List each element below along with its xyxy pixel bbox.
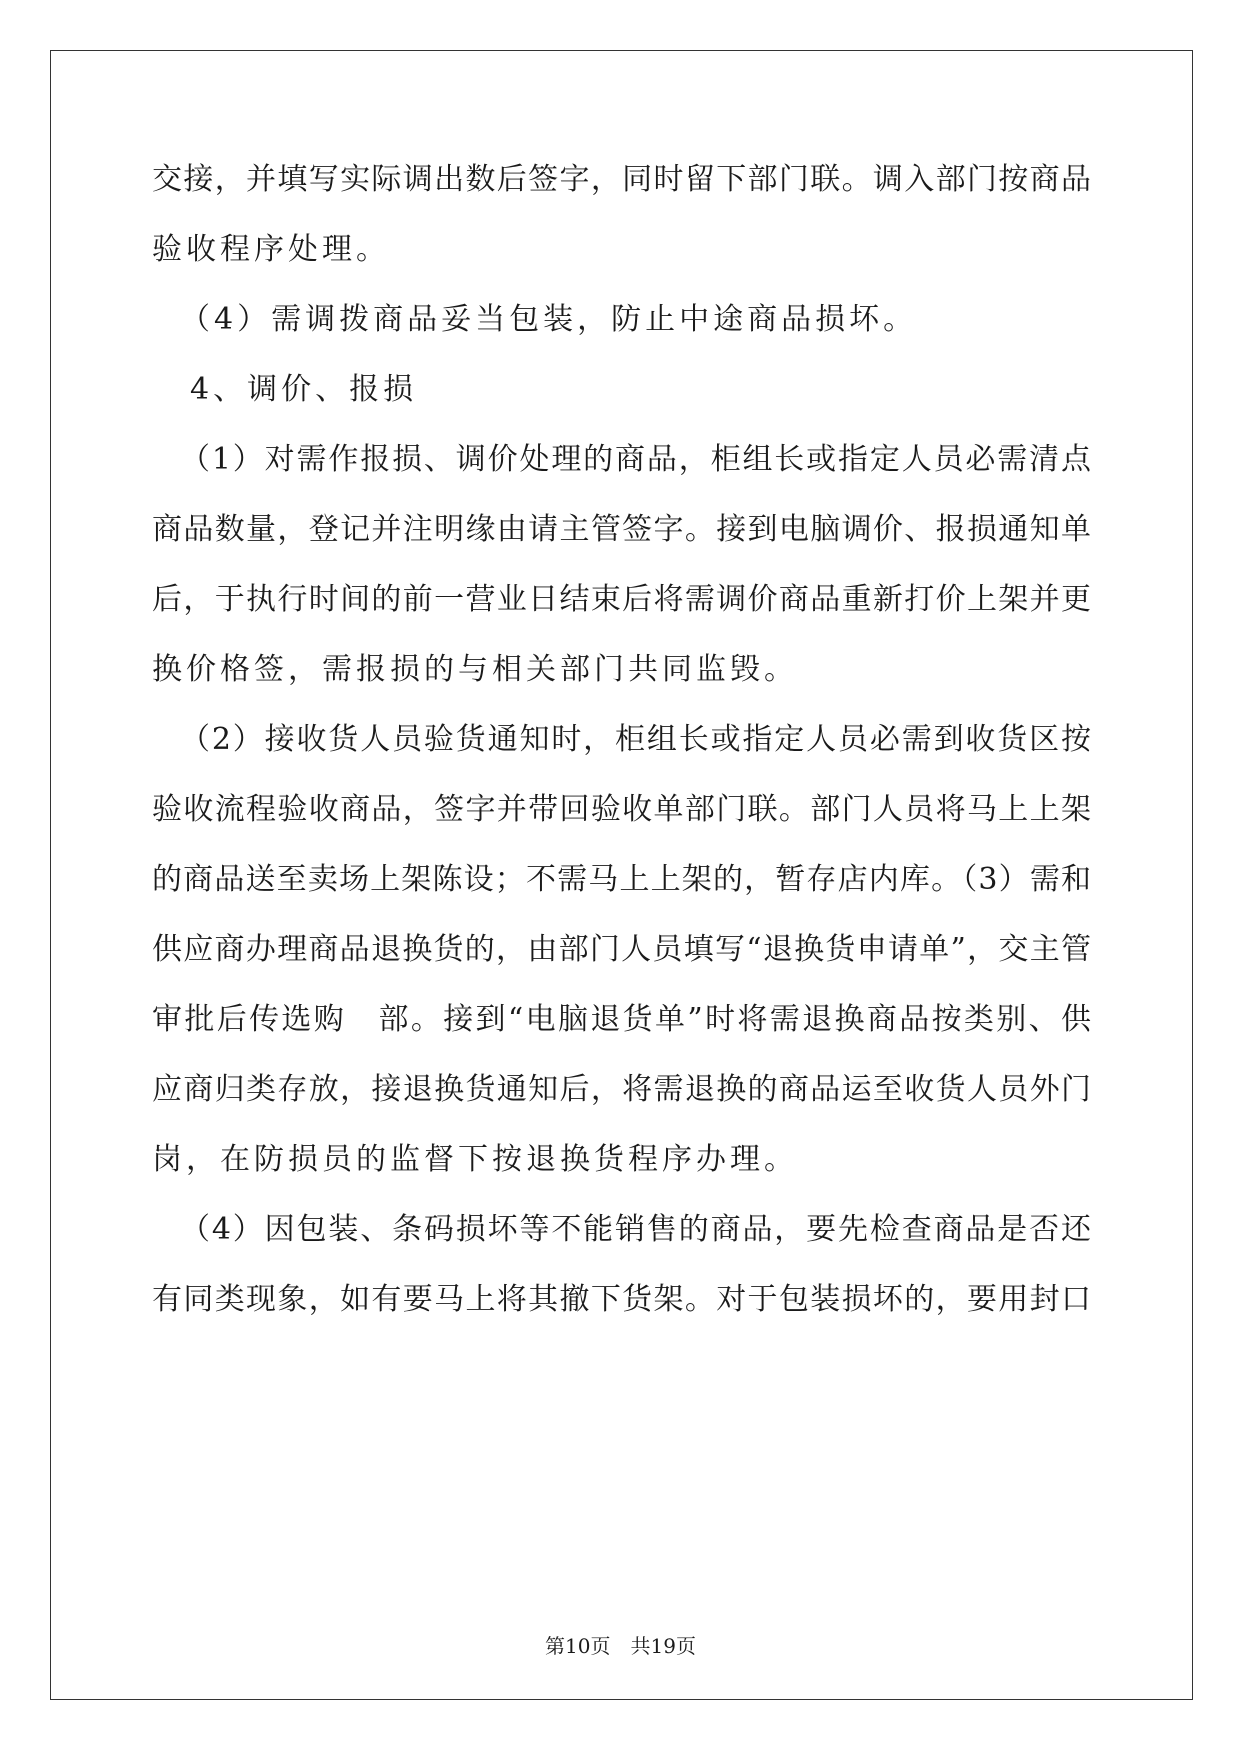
list-item: （4）需调拨商品妥当包装，防止中途商品损坏。 <box>180 302 918 337</box>
text-line: 后，于执行时间的前一营业日结束后将需调价商品重新打价上架并更 <box>152 582 1092 617</box>
page-number-footer: 第10页 共19页 <box>545 1634 696 1658</box>
text-line: 商品数量，登记并注明缘由请主管签字。接到电脑调价、报损通知单 <box>152 512 1092 547</box>
text-line: 岗，在防损员的监督下按退换货程序办理。 <box>152 1142 798 1177</box>
paragraph-start: （4）因包装、条码损坏等不能销售的商品，要先检查商品是否还 <box>180 1212 1092 1247</box>
section-heading: 4、调价、报损 <box>190 372 418 407</box>
text-line: 供应商办理商品退换货的，由部门人员填写“退换货申请单”，交主管 <box>152 932 1092 967</box>
text-line: 交接，并填写实际调出数后签字，同时留下部门联。调入部门按商品 <box>152 162 1092 197</box>
text-line: 审批后传选购 部。接到“电脑退货单”时将需退换商品按类别、供 <box>152 1002 1092 1037</box>
text-line: 的商品送至卖场上架陈设；不需马上上架的，暂存店内库。（3）需和 <box>152 862 1092 897</box>
paragraph-start: （1）对需作报损、调价处理的商品，柜组长或指定人员必需清点 <box>180 442 1092 477</box>
text-line: 有同类现象，如有要马上将其撤下货架。对于包装损坏的，要用封口 <box>152 1282 1092 1317</box>
text-line: 换价格签，需报损的与相关部门共同监毁。 <box>152 652 798 687</box>
text-line: 验收流程验收商品，签字并带回验收单部门联。部门人员将马上上架 <box>152 792 1092 827</box>
text-line: 验收程序处理。 <box>152 232 390 267</box>
text-line: 应商归类存放，接退换货通知后，将需退换的商品运至收货人员外门 <box>152 1072 1092 1107</box>
paragraph-start: （2）接收货人员验货通知时，柜组长或指定人员必需到收货区按 <box>180 722 1092 757</box>
